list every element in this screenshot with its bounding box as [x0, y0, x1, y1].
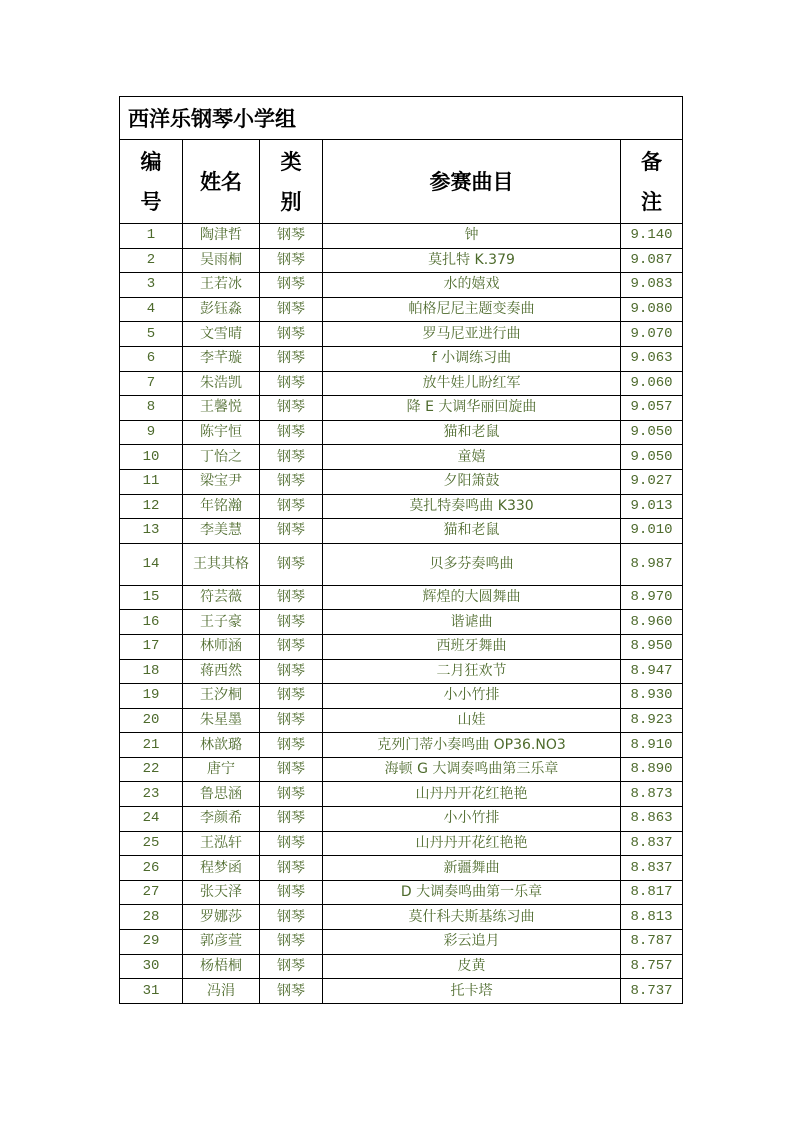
category: 钢琴 [260, 346, 323, 371]
category: 钢琴 [260, 733, 323, 758]
piece-title: 辉煌的大圆舞曲 [323, 585, 621, 610]
table-row [120, 585, 683, 610]
row-number: 28 [120, 905, 183, 930]
row-number: 11 [120, 469, 183, 494]
piece-title: f 小调练习曲 [323, 346, 621, 371]
score: 8.987 [621, 543, 683, 585]
header-no: 编 号 [120, 140, 183, 224]
score: 9.013 [621, 494, 683, 519]
score: 8.737 [621, 979, 683, 1004]
piece-title: 彩云追月 [323, 930, 621, 955]
contestant-name: 王馨悦 [183, 396, 260, 421]
piece-title: 莫扎特 K.379 [323, 248, 621, 273]
piece-title: 小小竹排 [323, 807, 621, 832]
row-number: 23 [120, 782, 183, 807]
table-row [120, 273, 683, 298]
score: 9.050 [621, 445, 683, 470]
contestant-name: 梁宝尹 [183, 469, 260, 494]
table-row [120, 684, 683, 709]
score: 9.050 [621, 420, 683, 445]
score: 9.080 [621, 297, 683, 322]
row-number: 25 [120, 831, 183, 856]
contestant-name: 陈宇恒 [183, 420, 260, 445]
piece-title: 降 E 大调华丽回旋曲 [323, 396, 621, 421]
row-number: 30 [120, 954, 183, 979]
contestant-name: 程梦函 [183, 856, 260, 881]
table-row [120, 634, 683, 659]
table-row [120, 954, 683, 979]
table-row [120, 396, 683, 421]
row-number: 17 [120, 634, 183, 659]
contestant-name: 朱星墨 [183, 708, 260, 733]
score: 8.947 [621, 659, 683, 684]
piece-title: 莫扎特奏鸣曲 K330 [323, 494, 621, 519]
contestant-name: 鲁思涵 [183, 782, 260, 807]
score: 9.070 [621, 322, 683, 347]
piece-title: 童嬉 [323, 445, 621, 470]
table-title: 西洋乐钢琴小学组 [120, 97, 683, 140]
contestant-name: 林师涵 [183, 634, 260, 659]
row-number: 9 [120, 420, 183, 445]
piece-title: 新疆舞曲 [323, 856, 621, 881]
piece-title: 托卡塔 [323, 979, 621, 1004]
piece-title: 谐谑曲 [323, 610, 621, 635]
piece-title: 放牛娃儿盼红军 [323, 371, 621, 396]
table-row [120, 905, 683, 930]
table-row [120, 248, 683, 273]
contestant-name: 王若冰 [183, 273, 260, 298]
row-number: 2 [120, 248, 183, 273]
score: 8.837 [621, 856, 683, 881]
header-note: 备 注 [621, 140, 683, 224]
row-number: 18 [120, 659, 183, 684]
row-number: 4 [120, 297, 183, 322]
category: 钢琴 [260, 856, 323, 881]
table-row [120, 519, 683, 544]
score: 8.837 [621, 831, 683, 856]
contestant-name: 王泓轩 [183, 831, 260, 856]
table-row [120, 831, 683, 856]
contestant-name: 丁怡之 [183, 445, 260, 470]
contestant-name: 王其其格 [183, 543, 260, 585]
contestant-name: 李芊璇 [183, 346, 260, 371]
piece-title: 夕阳箫鼓 [323, 469, 621, 494]
score: 9.083 [621, 273, 683, 298]
category: 钢琴 [260, 371, 323, 396]
row-number: 15 [120, 585, 183, 610]
table-row [120, 708, 683, 733]
table-row [120, 807, 683, 832]
category: 钢琴 [260, 322, 323, 347]
table-row [120, 757, 683, 782]
contestant-name: 陶津哲 [183, 224, 260, 249]
row-number: 26 [120, 856, 183, 881]
row-number: 16 [120, 610, 183, 635]
row-number: 8 [120, 396, 183, 421]
score: 9.087 [621, 248, 683, 273]
piece-title: 西班牙舞曲 [323, 634, 621, 659]
table-row [120, 930, 683, 955]
table-row [120, 979, 683, 1004]
category: 钢琴 [260, 396, 323, 421]
category: 钢琴 [260, 930, 323, 955]
category: 钢琴 [260, 757, 323, 782]
score: 8.873 [621, 782, 683, 807]
category: 钢琴 [260, 610, 323, 635]
category: 钢琴 [260, 782, 323, 807]
category: 钢琴 [260, 469, 323, 494]
table-row [120, 445, 683, 470]
category: 钢琴 [260, 273, 323, 298]
contestant-name: 王子豪 [183, 610, 260, 635]
category: 钢琴 [260, 634, 323, 659]
piece-title: 皮黄 [323, 954, 621, 979]
category: 钢琴 [260, 519, 323, 544]
contestant-name: 林歆璐 [183, 733, 260, 758]
category: 钢琴 [260, 831, 323, 856]
header-category: 类 别 [260, 140, 323, 224]
contestant-name: 年铭瀚 [183, 494, 260, 519]
category: 钢琴 [260, 248, 323, 273]
piece-title: 猫和老鼠 [323, 519, 621, 544]
piece-title: 海顿 G 大调奏鸣曲第三乐章 [323, 757, 621, 782]
score: 8.757 [621, 954, 683, 979]
category: 钢琴 [260, 905, 323, 930]
category: 钢琴 [260, 684, 323, 709]
category: 钢琴 [260, 543, 323, 585]
contestant-name: 罗娜莎 [183, 905, 260, 930]
table-row [120, 610, 683, 635]
piece-title: 罗马尼亚进行曲 [323, 322, 621, 347]
score: 9.140 [621, 224, 683, 249]
row-number: 7 [120, 371, 183, 396]
table-row [120, 346, 683, 371]
score: 9.060 [621, 371, 683, 396]
score: 8.960 [621, 610, 683, 635]
piece-title: 山丹丹开花红艳艳 [323, 831, 621, 856]
category: 钢琴 [260, 954, 323, 979]
table-row [120, 494, 683, 519]
contestant-name: 王汐桐 [183, 684, 260, 709]
contestant-name: 郭彦萱 [183, 930, 260, 955]
row-number: 5 [120, 322, 183, 347]
score: 8.923 [621, 708, 683, 733]
score: 8.863 [621, 807, 683, 832]
results-table [119, 96, 683, 1004]
table-row [120, 322, 683, 347]
table-row [120, 371, 683, 396]
table-row [120, 782, 683, 807]
category: 钢琴 [260, 224, 323, 249]
score: 9.063 [621, 346, 683, 371]
row-number: 1 [120, 224, 183, 249]
piece-title: 猫和老鼠 [323, 420, 621, 445]
row-number: 22 [120, 757, 183, 782]
category: 钢琴 [260, 880, 323, 905]
category: 钢琴 [260, 659, 323, 684]
contestant-name: 唐宁 [183, 757, 260, 782]
row-number: 6 [120, 346, 183, 371]
piece-title: 克列门蒂小奏鸣曲 OP36.NO3 [323, 733, 621, 758]
score: 8.787 [621, 930, 683, 955]
table-row [120, 420, 683, 445]
header-piece: 参赛曲目 [323, 140, 621, 224]
row-number: 14 [120, 543, 183, 585]
category: 钢琴 [260, 807, 323, 832]
score: 8.930 [621, 684, 683, 709]
table-row [120, 469, 683, 494]
row-number: 12 [120, 494, 183, 519]
score: 8.950 [621, 634, 683, 659]
contestant-name: 朱浩凯 [183, 371, 260, 396]
piece-title: 山娃 [323, 708, 621, 733]
row-number: 27 [120, 880, 183, 905]
category: 钢琴 [260, 445, 323, 470]
score: 9.010 [621, 519, 683, 544]
category: 钢琴 [260, 979, 323, 1004]
score: 8.910 [621, 733, 683, 758]
row-number: 31 [120, 979, 183, 1004]
row-number: 24 [120, 807, 183, 832]
contestant-name: 蒋西然 [183, 659, 260, 684]
piece-title: 贝多芬奏鸣曲 [323, 543, 621, 585]
piece-title: 帕格尼尼主题变奏曲 [323, 297, 621, 322]
table-row [120, 659, 683, 684]
row-number: 13 [120, 519, 183, 544]
table-row [120, 880, 683, 905]
score: 8.970 [621, 585, 683, 610]
contestant-name: 杨梧桐 [183, 954, 260, 979]
header-name: 姓名 [183, 140, 260, 224]
contestant-name: 李美慧 [183, 519, 260, 544]
row-number: 3 [120, 273, 183, 298]
row-number: 29 [120, 930, 183, 955]
table-row [120, 856, 683, 881]
category: 钢琴 [260, 585, 323, 610]
piece-title: 水的嬉戏 [323, 273, 621, 298]
piece-title: D 大调奏鸣曲第一乐章 [323, 880, 621, 905]
contestant-name: 吴雨桐 [183, 248, 260, 273]
contestant-name: 李颜希 [183, 807, 260, 832]
piece-title: 二月狂欢节 [323, 659, 621, 684]
contestant-name: 符芸薇 [183, 585, 260, 610]
contestant-name: 张天泽 [183, 880, 260, 905]
row-number: 10 [120, 445, 183, 470]
score: 9.027 [621, 469, 683, 494]
score: 8.890 [621, 757, 683, 782]
category: 钢琴 [260, 494, 323, 519]
score: 9.057 [621, 396, 683, 421]
table-row [120, 297, 683, 322]
piece-title: 山丹丹开花红艳艳 [323, 782, 621, 807]
category: 钢琴 [260, 708, 323, 733]
table-row [120, 733, 683, 758]
contestant-name: 冯涓 [183, 979, 260, 1004]
score: 8.813 [621, 905, 683, 930]
row-number: 19 [120, 684, 183, 709]
piece-title: 钟 [323, 224, 621, 249]
score: 8.817 [621, 880, 683, 905]
table-row [120, 543, 683, 585]
row-number: 20 [120, 708, 183, 733]
contestant-name: 彭钰淼 [183, 297, 260, 322]
piece-title: 小小竹排 [323, 684, 621, 709]
category: 钢琴 [260, 420, 323, 445]
table-row [120, 224, 683, 249]
piece-title: 莫什科夫斯基练习曲 [323, 905, 621, 930]
category: 钢琴 [260, 297, 323, 322]
contestant-name: 文雪晴 [183, 322, 260, 347]
row-number: 21 [120, 733, 183, 758]
